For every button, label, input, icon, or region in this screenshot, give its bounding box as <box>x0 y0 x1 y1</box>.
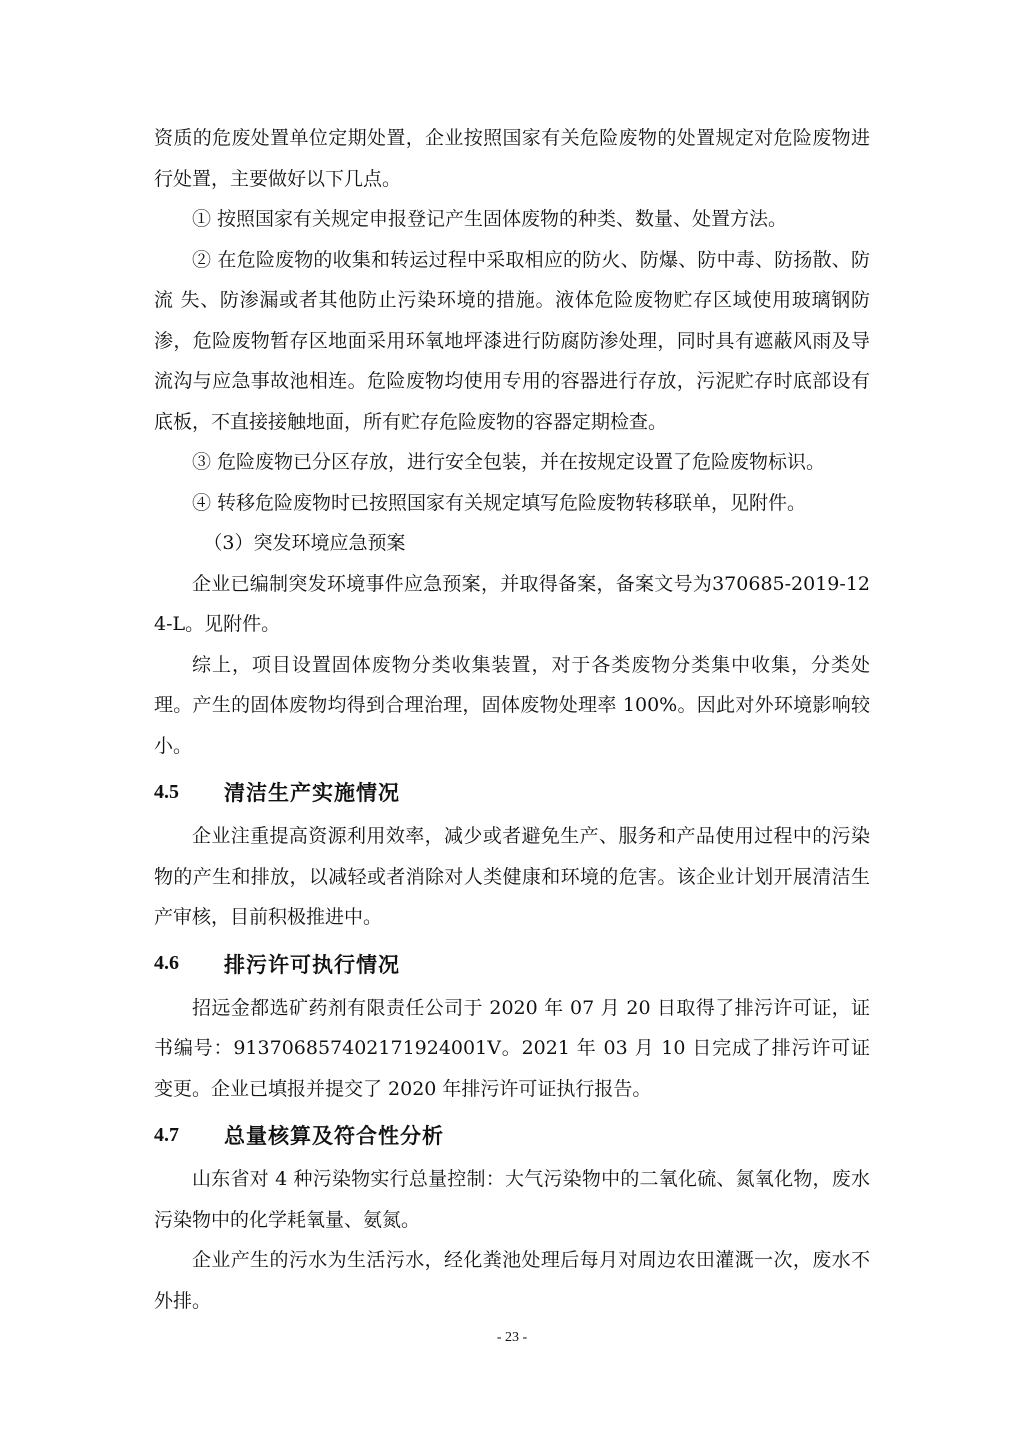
paragraph-summary: 综上，项目设置固体废物分类收集装置，对于各类废物分类集中收集，分类处理。产生的固体废物均得到合理治理，固体废物处理率 100%。因此对外环境影响较小。 <box>154 653 870 757</box>
section-paragraph: 山东省对 4 种污染物实行总量控制：大气污染物中的二氧化硫、氮氧化物，废水污染物中的化学耗氧量、氨氮。 <box>154 1168 870 1231</box>
list-item-4: ④ 转移危险废物时已按照国家有关规定填写危险废物转移联单，见附件。 <box>192 491 807 514</box>
section-number: 4.5 <box>154 780 179 803</box>
list-item-2: ② 在危险废物的收集和转运过程中采取相应的防火、防爆、防中毒、防扬散、防流 失、防渗漏或者其他防止污染环境的措施。液体危险废物贮存区域使用玻璃钢防渗，危险废物暂存区地面采用环氧地坪漆进行防腐防渗处理，同时具有遮蔽风雨及导流沟与应急事故池相连。危险废物均使用专用的容器进行存放，污泥贮存时底部设有底板，不直接接触地面，所有贮存危险废物的容器定期检查。 <box>154 248 870 433</box>
section-title: 清洁生产实施情况 <box>224 781 400 805</box>
section-title: 总量核算及符合性分析 <box>224 1124 444 1148</box>
page-body <box>154 118 870 1321</box>
section-number: 4.7 <box>154 1123 179 1146</box>
paragraph-continued: 资质的危废处置单位定期处置，企业按照国家有关危险废物的处置规定对危险废物进行处置，主要做好以下几点。 <box>154 127 870 190</box>
list-item-3: ③ 危险废物已分区存放，进行安全包装，并在按规定设置了危险废物标识。 <box>192 451 826 473</box>
page-number: - 23 - <box>496 1330 528 1345</box>
section-paragraph: 招远金都选矿药剂有限责任公司于 2020 年 07 月 20 日取得了排污许可证，证书编号：91370685740217192400​1V。2021 年 03 月 10 日完成了排污许可证变更。企业已填报并提交了 2020 年排污许可证执行报告。 <box>154 996 870 1100</box>
section-heading <box>154 942 870 986</box>
section-paragraph: 企业产生的污水为生活污水，经化粪池处理后每月对周边农田灌溉一次，废水不外排。 <box>154 1249 870 1312</box>
section-heading <box>154 1113 870 1157</box>
section-heading <box>154 770 870 814</box>
list-item-1: ① 按照国家有关规定申报登记产生固体废物的种类、数量、处置方法。 <box>192 208 788 230</box>
section-paragraph: 企业注重提高资源利用效率，减少或者避免生产、服务和产品使用过程中的污染物的产生和排放，以减轻或者消除对人类健康和环境的危害。该企业计划开展清洁生产审核，目前积极推进中。 <box>154 825 870 928</box>
subsection-heading: （3）突发环境应急预案 <box>203 532 406 554</box>
section-title: 排污许可执行情况 <box>224 952 400 977</box>
paragraph-emergency-plan: 企业已编制突发环境事件应急预案，并取得备案，备案文号为370685-2019-124-L。见附件。 <box>154 572 870 635</box>
section-number: 4.6 <box>154 952 179 974</box>
